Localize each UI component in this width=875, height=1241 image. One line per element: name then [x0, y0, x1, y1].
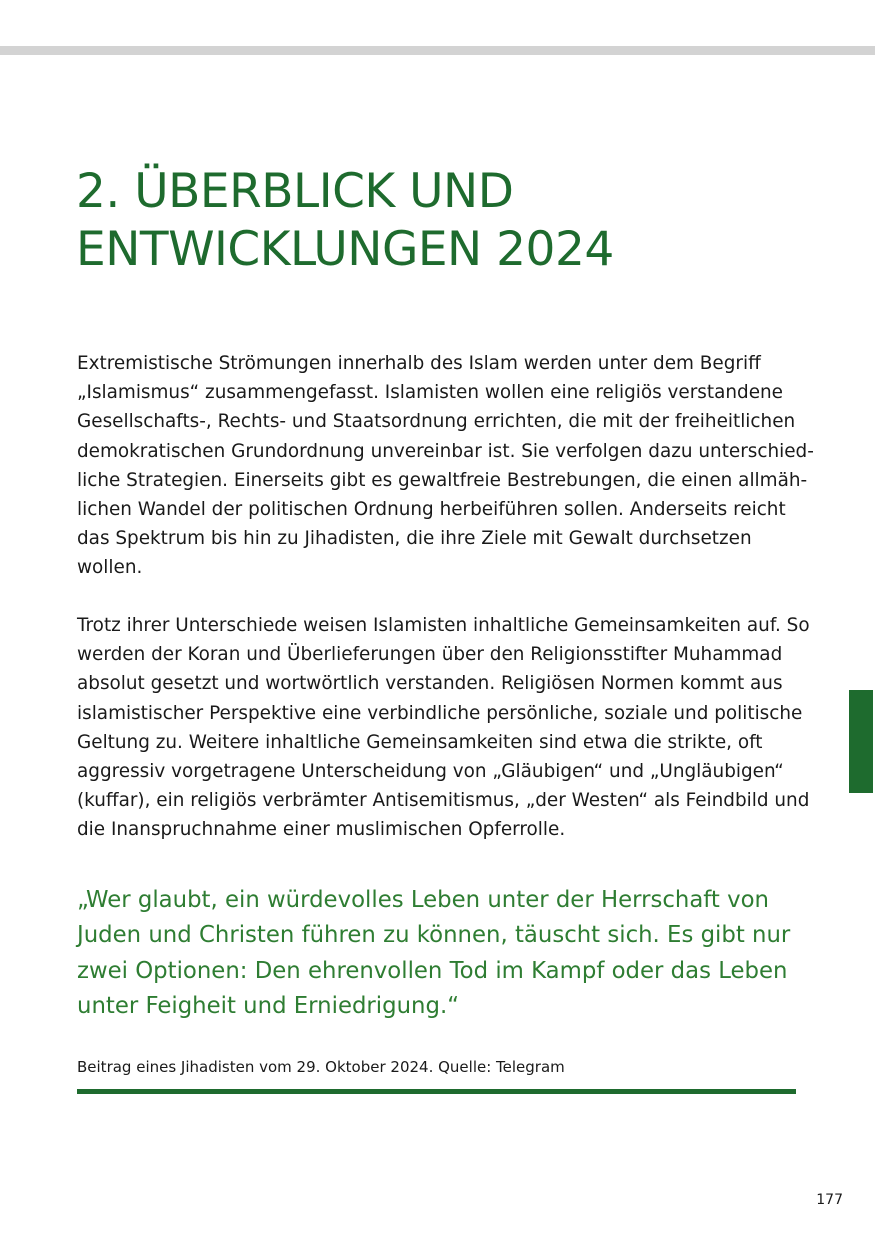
quote-divider: [77, 1089, 796, 1094]
paragraph-line: „Islamismus“ zusammengefasst. Islamisten wollen eine religiös verstandene: [77, 382, 783, 404]
chapter-title-line-2: ENTWICKLUNGEN 2024: [76, 222, 614, 277]
paragraph-line: lichen Wandel der politischen Ordnung herbeiführen sollen. Anderseits reicht: [77, 499, 786, 521]
quote-source: Beitrag eines Jihadisten vom 29. Oktober 2024. Quelle: Telegram: [77, 1058, 565, 1076]
paragraph-line: Trotz ihrer Unterschiede weisen Islamisten inhaltliche Gemeinsamkeiten auf. So: [77, 615, 810, 636]
top-rule: [0, 46, 875, 55]
quote-line: „Wer glaubt, ein würdevolles Leben unter der Herrschaft von: [77, 887, 769, 913]
quote-line: Juden und Christen führen zu können, täuscht sich. Es gibt nur: [77, 922, 791, 949]
paragraph-line: werden der Koran und Überlieferungen über den Religionsstifter Muhammad: [77, 644, 783, 666]
paragraph-line: das Spektrum bis hin zu Jihadisten, die ihre Ziele mit Gewalt durchsetzen: [77, 528, 752, 550]
paragraph-line: (kuffar), ein religiös verbrämter Antisemitismus, „der Westen“ als Feindbild und: [77, 790, 810, 812]
chapter-title: [76, 163, 614, 279]
paragraph-line: liche Strategien. Einerseits gibt es gewaltfreie Bestrebungen, die einen allmäh-: [77, 469, 808, 491]
quote-line: unter Feigheit und Erniedrigung.“: [77, 993, 460, 1020]
chapter-title-line-1: 2. ÜBERBLICK UND: [76, 164, 514, 219]
paragraph-line: die Inanspruchnahme einer muslimischen Opferrolle.: [77, 819, 566, 841]
paragraph-line: wollen.: [77, 557, 143, 579]
paragraph-line: Gesellschafts-, Rechts- und Staatsordnung errichten, die mit der freiheitlichen: [77, 411, 796, 433]
quote-line: zwei Optionen: Den ehrenvollen Tod im Kampf oder das Leben: [77, 957, 788, 984]
page-number: 177: [816, 1192, 843, 1208]
paragraph-line: Geltung zu. Weitere inhaltliche Gemeinsamkeiten sind etwa die strikte, oft: [77, 731, 763, 753]
paragraph-line: aggressiv vorgetragene Unterscheidung von „Gläubigen“ und „Ungläubigen“: [77, 761, 784, 783]
paragraph-line: demokratischen Grundordnung unvereinbar ist. Sie verfolgen dazu unterschied-: [77, 440, 814, 462]
commonalities-paragraph: [77, 611, 810, 845]
paragraph-line: Extremistische Strömungen innerhalb des Islam werden unter dem Begriff: [77, 353, 761, 374]
chapter-side-tab: [849, 690, 873, 793]
pull-quote: [77, 883, 797, 1025]
intro-paragraph: [77, 349, 814, 583]
paragraph-line: absolut gesetzt und wortwörtlich verstanden. Religiösen Normen kommt aus: [77, 673, 783, 695]
paragraph-line: islamistischer Perspektive eine verbindliche persönliche, soziale und politische: [77, 702, 803, 724]
